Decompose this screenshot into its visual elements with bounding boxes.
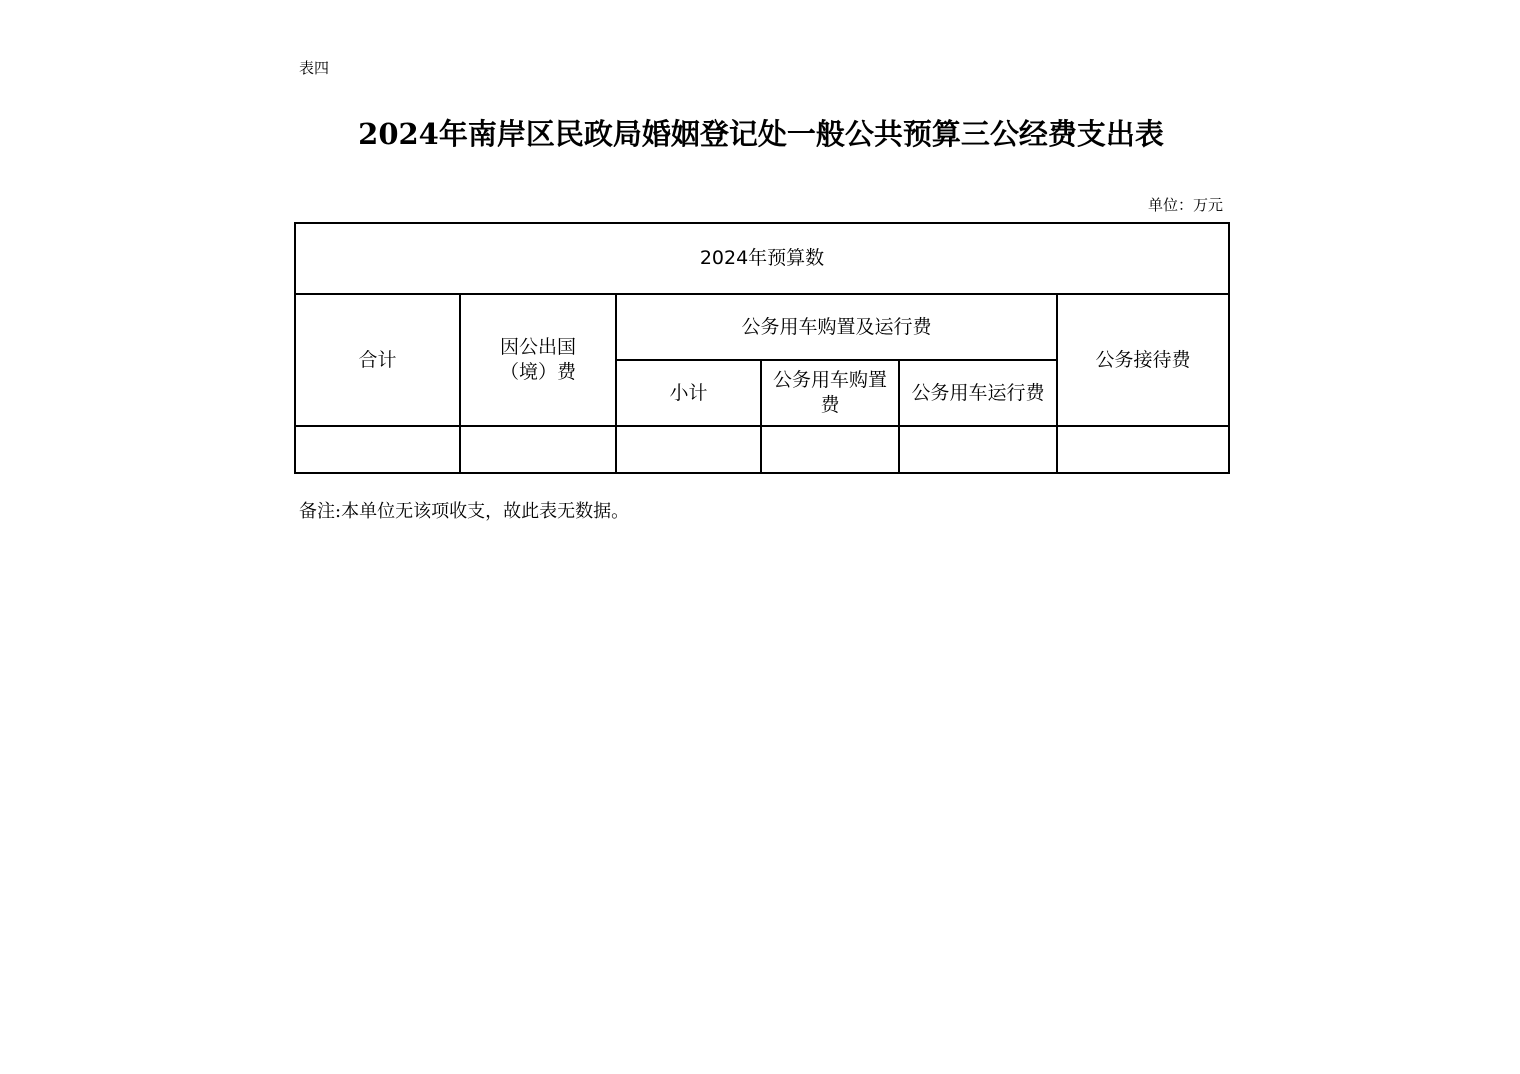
cell-total (295, 426, 460, 473)
header-vehicle-purchase-line2: 费 (820, 394, 840, 416)
cell-abroad-expense (460, 426, 616, 473)
document-title: 2024年南岸区民政局婚姻登记处一般公共预算三公经费支出表 (358, 117, 1164, 151)
cell-vehicle-operation (899, 426, 1057, 473)
budget-year-header: 2024年预算数 (295, 223, 1229, 294)
header-abroad-line1: 因公出国 (499, 336, 576, 358)
header-vehicle-purchase-line1: 公务用车购置 (772, 369, 887, 391)
header-reception-expense: 公务接待费 (1057, 294, 1229, 426)
header-abroad-expense (460, 294, 616, 426)
header-abroad-line2: （境）费 (499, 361, 576, 383)
header-vehicle-group: 公务用车购置及运行费 (616, 294, 1057, 360)
header-vehicle-purchase (761, 360, 899, 426)
table-row (295, 426, 1229, 473)
expense-table (294, 222, 1230, 474)
cell-vehicle-subtotal (616, 426, 761, 473)
header-total: 合计 (295, 294, 460, 426)
footnote: 备注:本单位无该项收支，故此表无数据。 (299, 501, 630, 522)
cell-vehicle-purchase (761, 426, 899, 473)
table-number-label: 表四 (299, 59, 330, 77)
table-header-row-categories (295, 294, 1229, 360)
table-header-row-budget (295, 223, 1229, 294)
header-vehicle-operation: 公务用车运行费 (899, 360, 1057, 426)
cell-reception-expense (1057, 426, 1229, 473)
unit-label: 单位：万元 (1147, 196, 1223, 214)
header-vehicle-subtotal: 小计 (616, 360, 761, 426)
